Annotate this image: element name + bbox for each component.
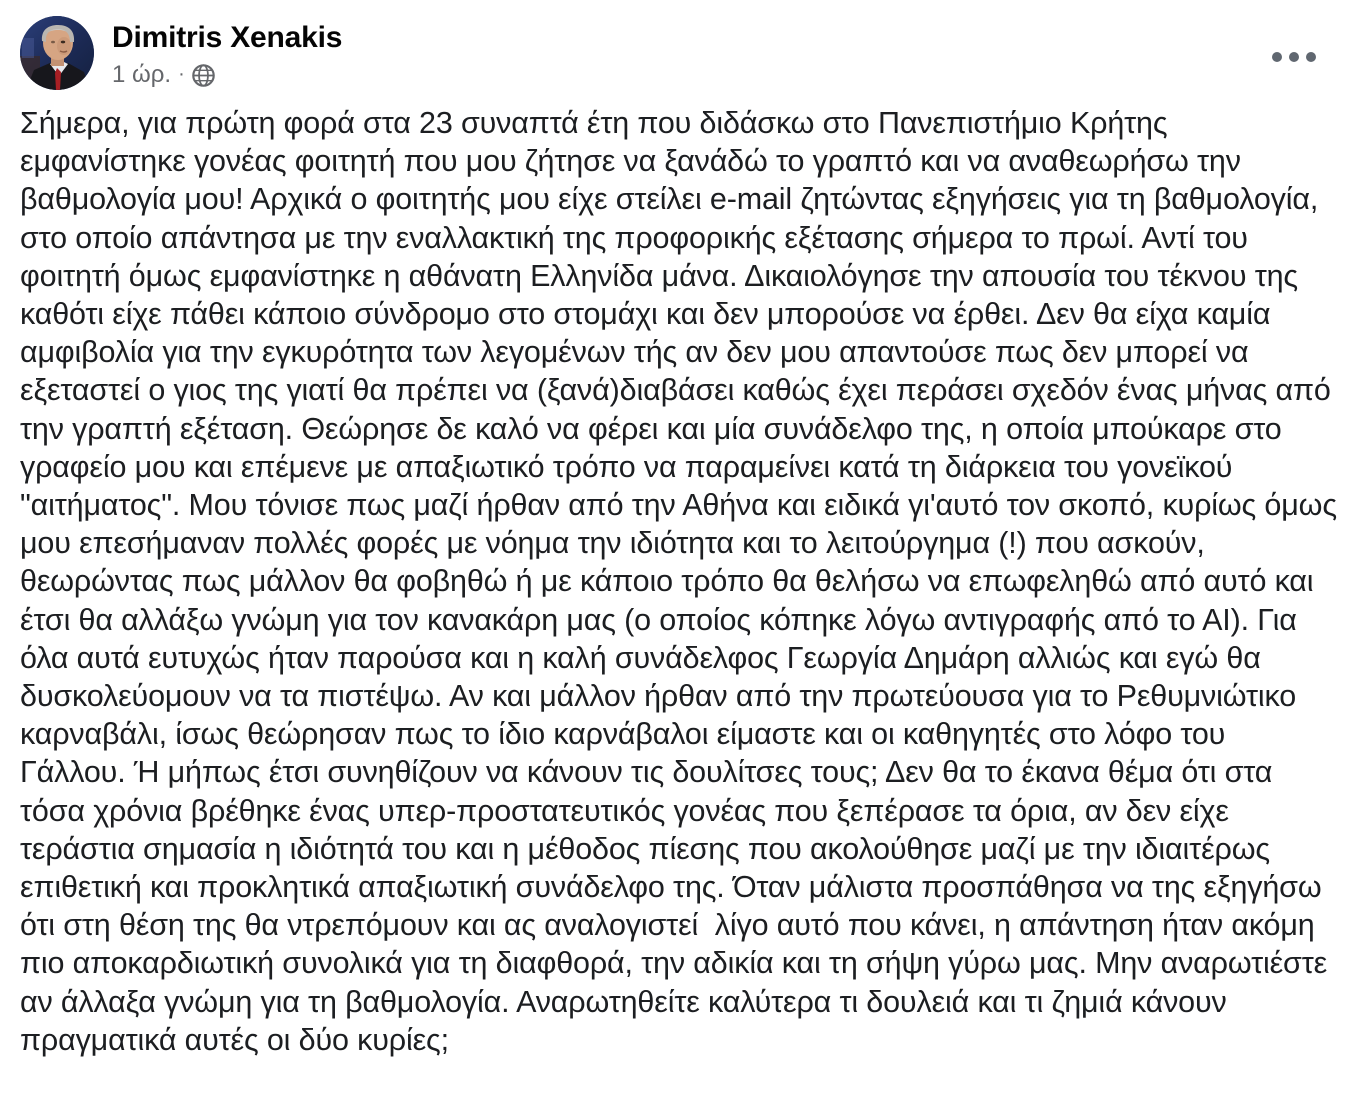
post-timestamp[interactable]: 1 ώρ. [112,61,172,88]
post-body [0,94,1360,1079]
globe-icon[interactable] [192,64,215,87]
ellipsis-icon-dot-1 [1272,52,1282,62]
post-message-text: Σήμερα, για πρώτη φορά στα 23 συναπτά έτη που διδάσκω στο Πανεπιστήμιο Κρήτης εμφανίστηκε γονέας φοιτητή που μου ζήτησε να ξανάδώ το γραπτό και να αναθεωρήσω την βαθμολογία μου! Αρχικά ο φοιτητής μου είχε στείλει e-mail ζητώντας εξηγήσεις για τη βαθμολογία, στο οποίο απάντησα με την εναλλακτική της προφορικής εξέτασης σήμερα το πρωί. Αντί του φοιτητή όμως εμφανίστηκε η αθάνατη Ελληνίδα μάνα. Δικαιολόγησε την απουσία του τέκνου της καθότι είχε πάθει κάποιο σύνδρομο στο στομάχι και δεν μπορούσε να έρθει. Δεν θα είχα καμία αμφιβολία για την εγκυρότητα των λεγομένων τής αν δεν μου απαντούσε πως δεν μπορεί να εξεταστεί ο γιος της γιατί θα πρέπει να (ξανά)διαβάσει καθώς έχει περάσει σχεδόν ένας μήνας από την γραπτή εξέταση. Θεώρησε δε καλό να φέρει και μία συνάδελφο της, η οποία μπούκαρε στο γραφείο μου και επέμενε με απαξιωτικό τρόπο να παραμείνει κατά τη διάρκεια του γονεϊκού "αιτήματος". Μου τόνισε πως μαζί ήρθαν από την Αθήνα και ειδικά γι'αυτό τον σκοπό, κυρίως όμως μου επεσήμαναν πολλές φορές με νόημα την ιδιότητα και το λειτούργημα (!) που ασκούν, θεωρώντας πως μάλλον θα φοβηθώ ή με κάποιο τρόπο θα θελήσω να επωφεληθώ από αυτό και έτσι θα αλλάξω γνώμη για τον κανακάρη μας (ο οποίος κόπηκε λόγω αντιγραφής από το ΑΙ). Για όλα αυτά ευτυχώς ήταν παρούσα και η καλή συνάδελφος Γεωργία Δημάρη αλλιώς και εγώ θα δυσκολεύομουν να τα πιστέψω. Αν και μάλλον ήρθαν από την πρωτεύουσα για το Ρεθυμνιώτικο καρναβάλι, ίσως θεώρησαν πως το ίδιο καρνάβαλοι είμαστε και οι καθηγητές στο λόφο του Γάλλου. Ή μήπως έτσι συνηθίζουν να κάνουν τις δουλίτσες τους; Δεν θα το έκανα θέμα ότι στα τόσα χρόνια βρέθηκε ένας υπερ-προστατευτικός γονέας που ξεπέρασε τα όρια, αν δεν είχε τεράστια σημασία η ιδιότητά του και η μέθοδος πίεσης που ακολούθησε μαζί με την ιδιαιτέρως επιθετική και προκλητικά απαξιωτική συνάδελφο της. Όταν μάλιστα προσπάθησα να της εξηγήσω ότι στη θέση της θα ντρεπόμουν και ας αναλογιστεί λίγο αυτό που κάνει, η απάντηση ήταν ακόμη πιο αποκαρδιωτική συνολικά για τη διαφθορά, την αδικία και τη σήψη γύρω μας. Μην αναρωτιέστε αν άλλαξα γνώμη για τη βαθμολογία. Αναρωτηθείτε καλύτερα τι δουλειά και τι ζημιά κάνουν πραγματικά αυτές οι δύο κυρίες; [20,106,1346,1057]
meta-separator: · [178,62,185,85]
author-name[interactable]: Dimitris Xenakis [112,21,343,54]
avatar[interactable] [20,16,94,90]
post-header [0,0,1360,94]
ellipsis-icon-dot-2 [1289,52,1299,62]
post-meta [112,61,342,89]
post-header-text [112,16,342,89]
more-options-button[interactable] [1264,44,1324,70]
ellipsis-icon-dot-3 [1306,52,1316,62]
